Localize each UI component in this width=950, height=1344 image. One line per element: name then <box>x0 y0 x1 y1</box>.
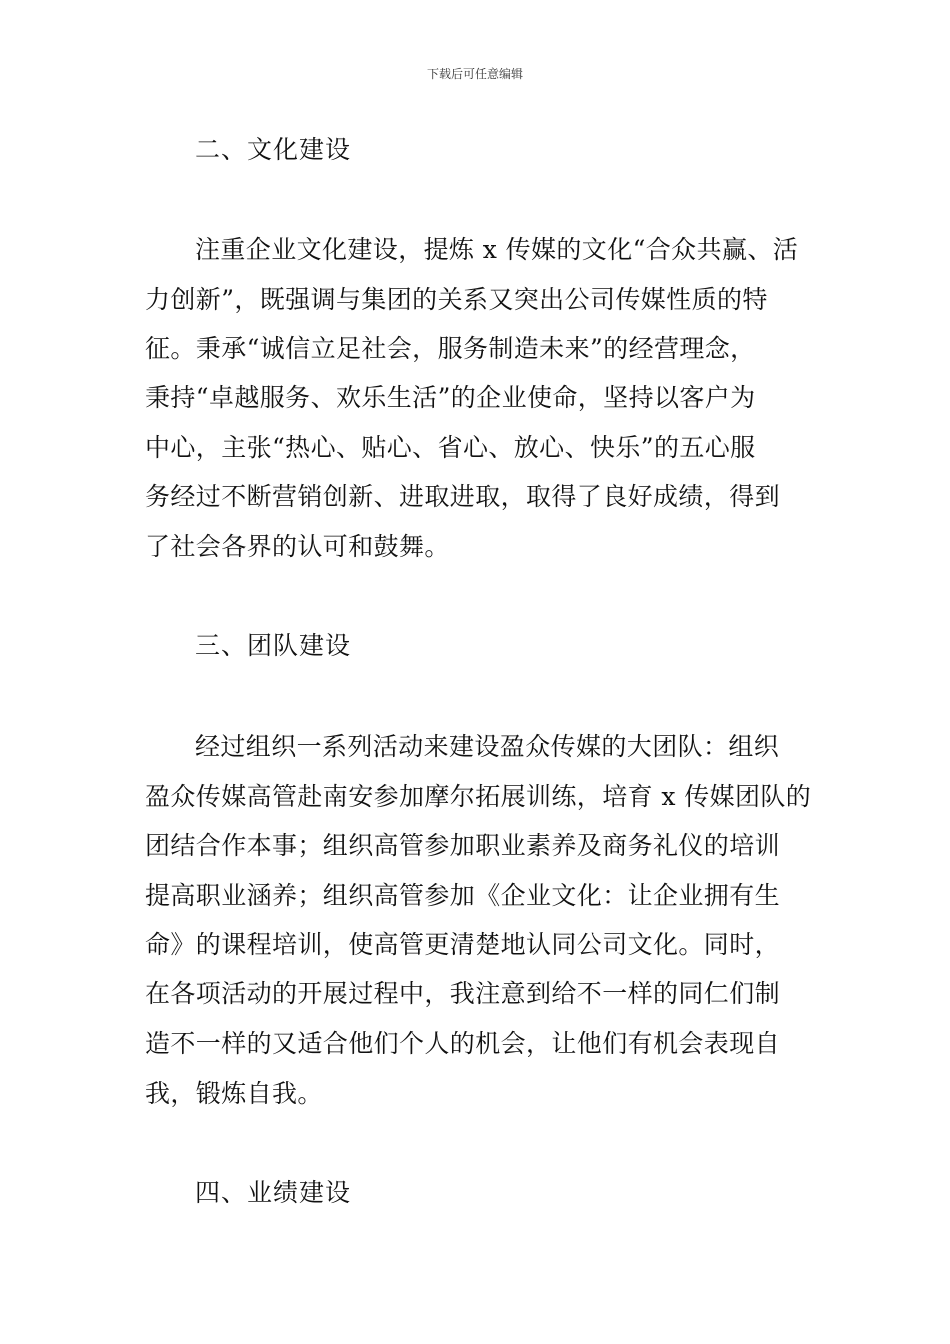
paragraph-line: 务经过不断营销创新、进取进取，取得了良好成绩，得到 <box>145 482 781 511</box>
paragraph-line: 秉持“卓越服务、欢乐生活”的企业使命，坚持以客户为 <box>145 383 756 412</box>
paragraph-line: 盈众传媒高管赴南安参加摩尔拓展训练，培育 x 传媒团队的 <box>145 782 812 811</box>
section-heading-culture: 二、文化建设 <box>195 135 352 164</box>
paragraph-line: 征。秉承“诚信立足社会，服务制造未来”的经营理念， <box>145 334 756 363</box>
paragraph-line: 经过组织一系列活动来建设盈众传媒的大团队：组织 <box>195 732 780 761</box>
paragraph-line: 团结合作本事；组织高管参加职业素养及商务礼仪的培训 <box>145 831 781 860</box>
paragraph-line: 在各项活动的开展过程中，我注意到给不一样的同仁们制 <box>145 979 781 1008</box>
section-heading-performance: 四、业绩建设 <box>195 1178 352 1207</box>
paragraph-line: 命》的课程培训，使高管更清楚地认同公司文化。同时， <box>145 930 781 959</box>
paragraph-line: 我，锻炼自我。 <box>145 1079 323 1108</box>
paragraph-line: 注重企业文化建设，提炼 x 传媒的文化“合众共赢、活 <box>195 235 799 264</box>
page-header-note: 下载后可任意编辑 <box>426 67 523 81</box>
paragraph-line: 了社会各界的认可和鼓舞。 <box>145 532 450 561</box>
section-heading-team: 三、团队建设 <box>195 631 352 660</box>
paragraph-line: 提高职业涵养；组织高管参加《企业文化：让企业拥有生 <box>145 881 781 910</box>
paragraph-line: 造不一样的又适合他们个人的机会，让他们有机会表现自 <box>145 1029 781 1058</box>
paragraph-line: 中心，主张“热心、贴心、省心、放心、快乐”的五心服 <box>145 433 756 462</box>
paragraph-line: 力创新”，既强调与集团的关系又突出公司传媒性质的特 <box>145 285 768 314</box>
